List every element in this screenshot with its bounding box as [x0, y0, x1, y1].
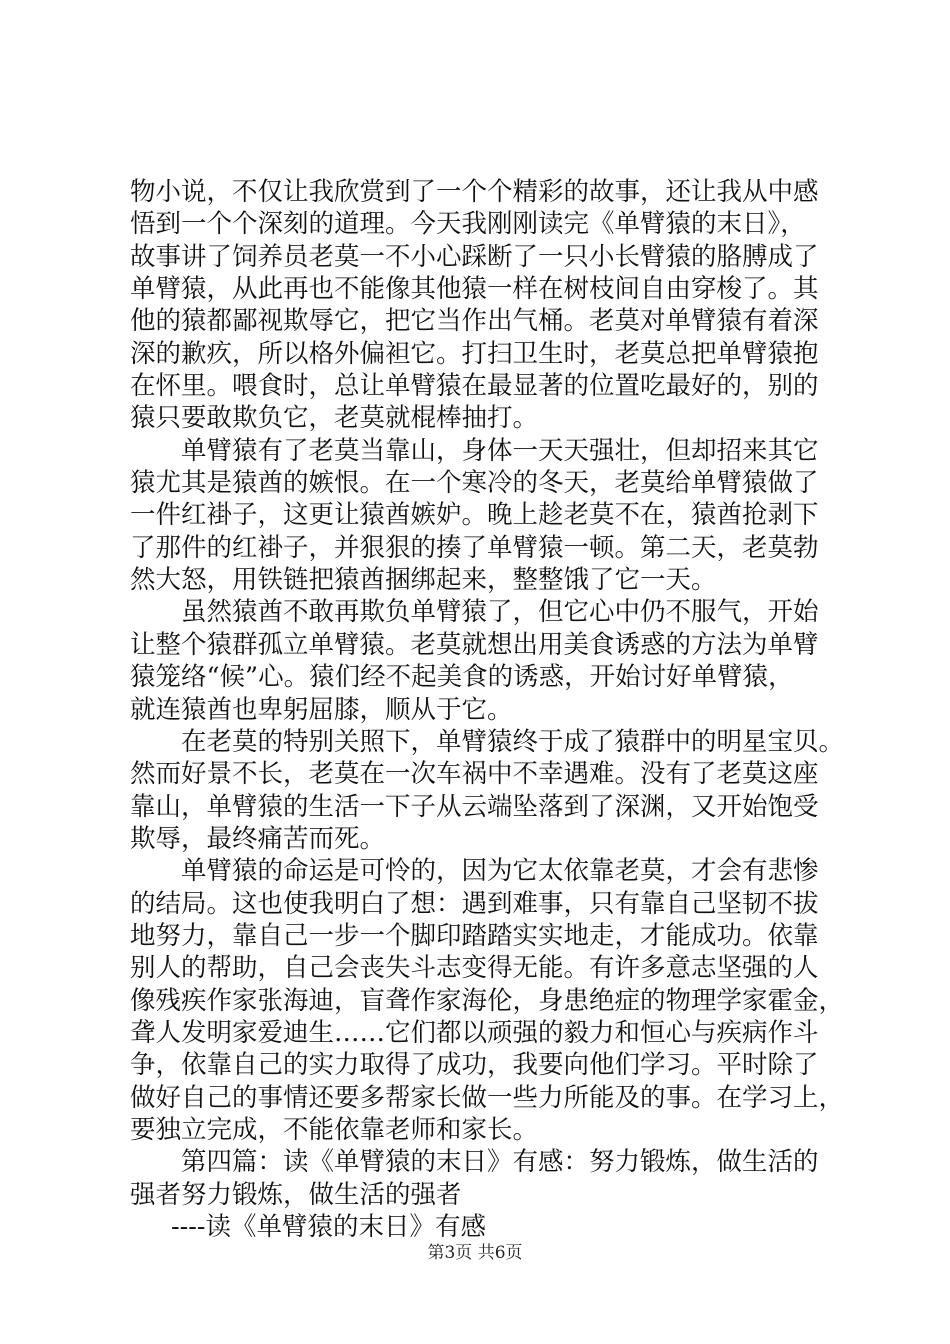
paragraph-first-line: 单臂猿的命运是可怜的，因为它太依靠老莫，才会有悲惨 [181, 856, 819, 887]
text-line: 争，依靠自己的实力取得了成功，我要向他们学习。平时除了 [130, 1050, 819, 1081]
text-line: 一件红褂子，这更让猿酋嫉妒。晚上趁老莫不在，猿酋抢剥下 [130, 500, 819, 531]
text-line: 了那件的红褂子，并狠狠的揍了单臂猿一顿。第二天，老莫勃 [130, 532, 819, 563]
paragraph-first-line: 在老莫的特别关照下，单臂猿终于成了猿群中的明星宝贝。 [181, 726, 845, 757]
paragraph-first-line: 虽然猿酋不敢再欺负单臂猿了，但它心中仍不服气，开始 [181, 597, 819, 628]
text-line: 单臂猿，从此再也不能像其他猿一样在树枝间自由穿梭了。其 [130, 274, 819, 305]
text-line: 就连猿酋也卑躬屈膝，顺从于它。 [130, 694, 513, 725]
text-line: 聋人发明家爱迪生……它们都以顽强的毅力和恒心与疾病作斗 [130, 1017, 819, 1048]
text-line: 物小说，不仅让我欣赏到了一个个精彩的故事，还让我从中感 [130, 177, 819, 207]
text-line: 靠山，单臂猿的生活一下子从云端坠落到了深渊，又开始饱受 [130, 791, 819, 822]
text-line: 他的猿都鄙视欺辱它，把它当作出气桶。老莫对单臂猿有着深 [130, 306, 819, 337]
text-line: 深的歉疚，所以格外偏袒它。打扫卫生时，老莫总把单臂猿抱 [130, 338, 819, 369]
section-subtitle: ----读《单臂猿的末日》有感 [171, 1212, 486, 1242]
section-heading-continued: 强者努力锻炼，做生活的强者 [130, 1179, 462, 1210]
paragraph-first-line: 单臂猿有了老莫当靠山，身体一天天强壮，但却招来其它 [181, 435, 819, 466]
text-line: 要独立完成，不能依靠老师和家长。 [130, 1114, 539, 1145]
text-line: 在怀里。喂食时，总让单臂猿在最显著的位置吃最好的，别的 [130, 371, 819, 402]
document-body [130, 176, 845, 1243]
text-line: 悟到一个个深刻的道理。今天我刚刚读完《单臂猿的末日》， [130, 209, 806, 240]
text-line: 欺辱，最终痛苦而死。 [130, 823, 386, 854]
text-line: 做好自己的事情还要多帮家长做一些力所能及的事。在学习上， [130, 1082, 845, 1113]
text-line: 猿笼络“候”心。猿们经不起美食的诱惑，开始讨好单臂猿， [130, 662, 794, 693]
text-line: 故事讲了饲养员老莫一不小心踩断了一只小长臂猿的胳膊成了 [130, 241, 819, 272]
text-line: 地努力，靠自己一步一个脚印踏踏实实地走，才能成功。依靠 [130, 920, 819, 951]
text-line: 然大怒，用铁链把猿酋捆绑起来，整整饿了它一天。 [130, 565, 717, 596]
page-footer: 第3页 共6页 [427, 1243, 523, 1263]
text-line: 猿只要敢欺负它，老莫就棍棒抽打。 [130, 403, 539, 434]
text-line: 别人的帮助，自己会丧失斗志变得无能。有许多意志坚强的人 [130, 953, 819, 984]
text-line: 的结局。这也使我明白了想：遇到难事，只有靠自己坚韧不拔 [130, 888, 819, 919]
text-line: 像残疾作家张海迪，盲聋作家海伦，身患绝症的物理学家霍金， [130, 985, 845, 1016]
text-line: 猿尤其是猿酋的嫉恨。在一个寒冷的冬天，老莫给单臂猿做了 [130, 468, 819, 499]
section-heading: 第四篇：读《单臂猿的末日》有感：努力锻炼，做生活的 [181, 1147, 819, 1178]
text-line: 让整个猿群孤立单臂猿。老莫就想出用美食诱惑的方法为单臂 [130, 629, 819, 660]
text-line: 然而好景不长，老莫在一次车祸中不幸遇难。没有了老莫这座 [130, 759, 819, 790]
